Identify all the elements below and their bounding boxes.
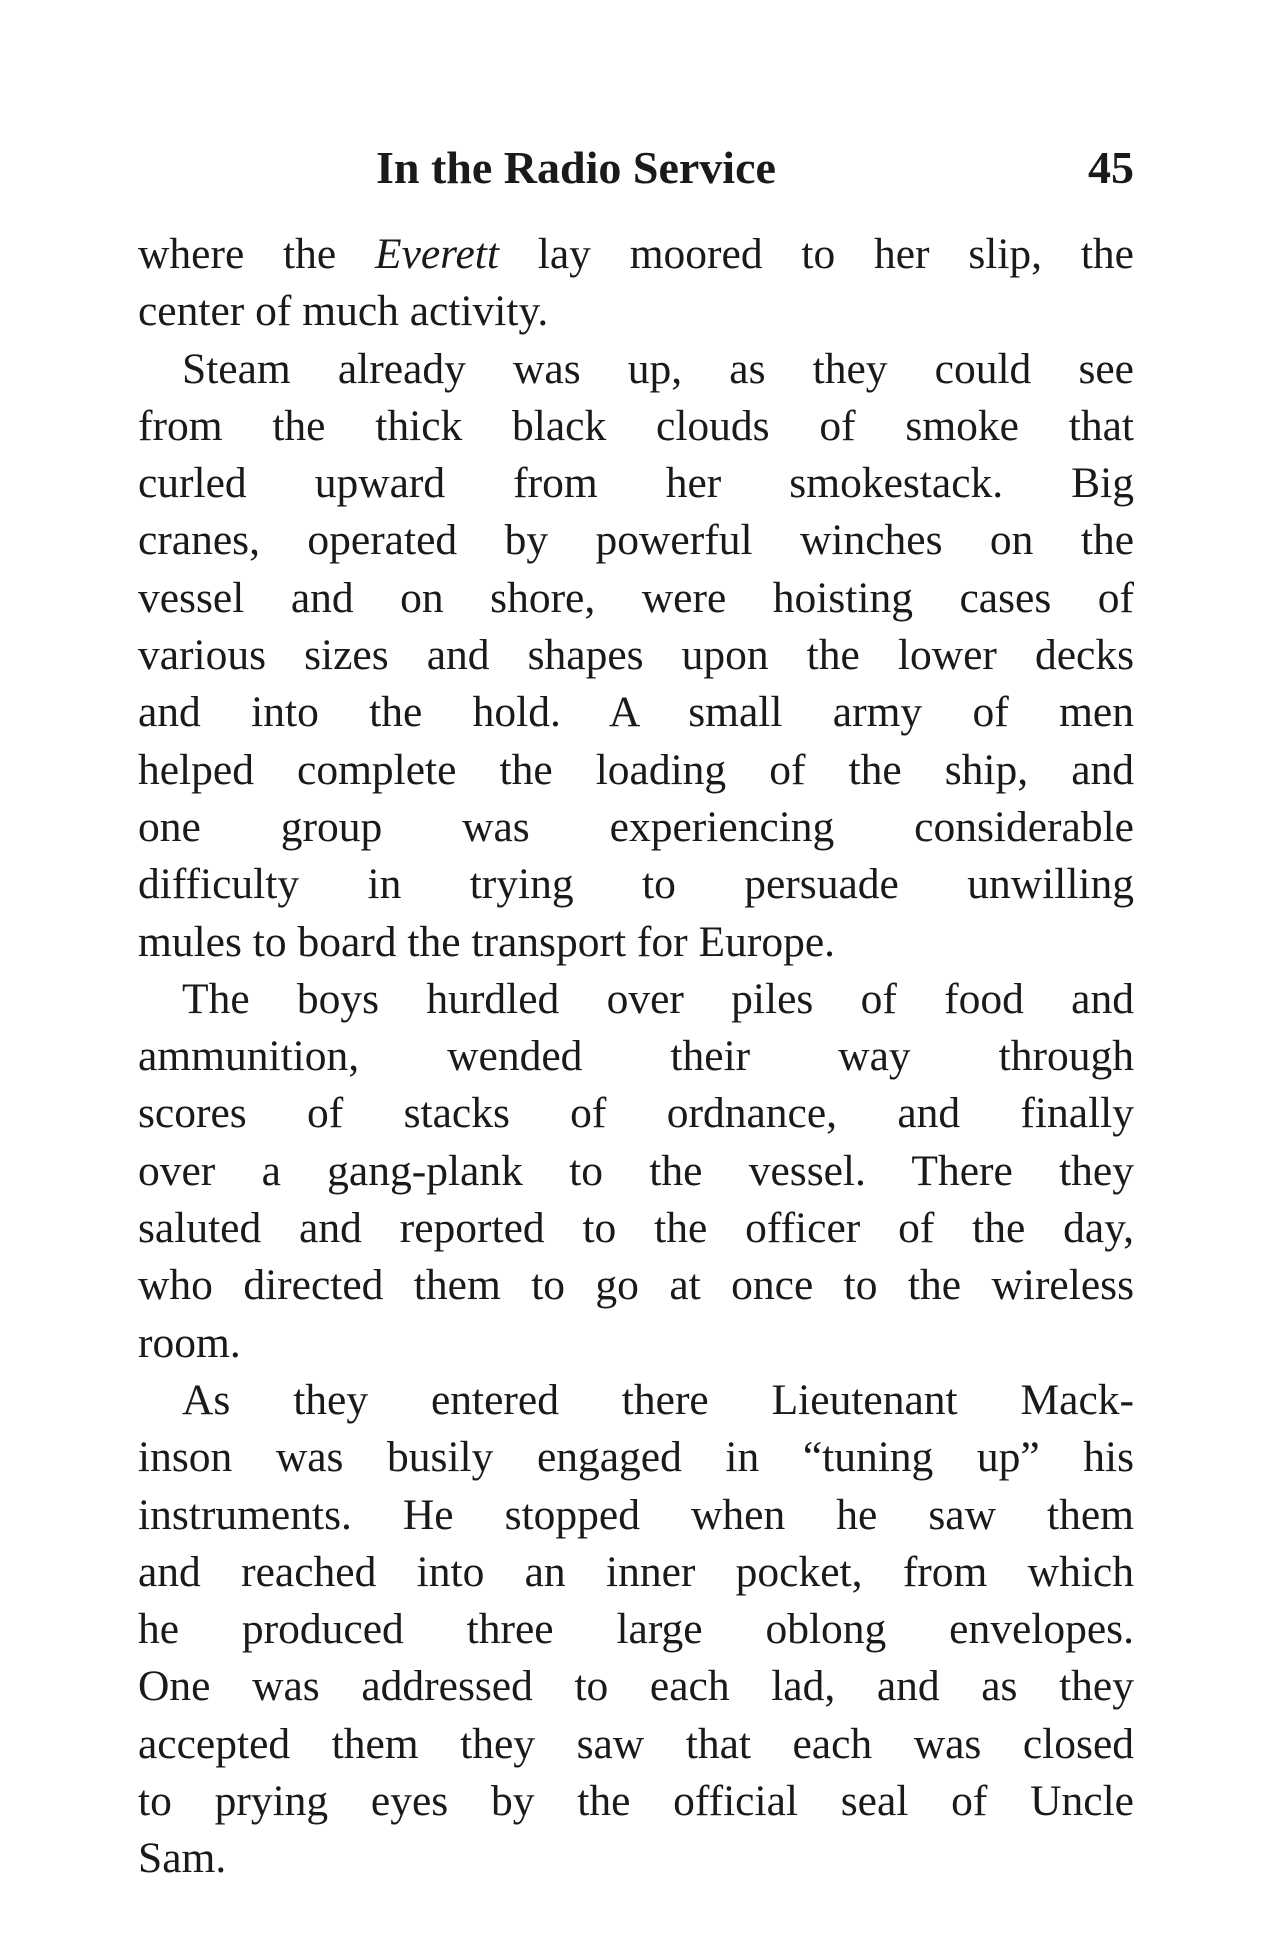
text-line: over a gang-plank to the vessel. There they [138, 1146, 1134, 1195]
paragraph [138, 1372, 1134, 1888]
page-number: 45 [1088, 142, 1134, 193]
ship-name: Everett [375, 230, 499, 278]
paragraph [138, 226, 1134, 341]
running-header [138, 140, 1134, 196]
text-line: ammunition, wended their way through [138, 1032, 1134, 1081]
text-line: instruments. He stopped when he saw them [138, 1490, 1134, 1539]
text-line: curled upward from her smokestack. Big [138, 459, 1134, 508]
text-line: who directed them to go at once to the wireless [138, 1261, 1134, 1310]
text-line: As they entered there Lieutenant Mack- [182, 1375, 1134, 1424]
text-segment: where the [138, 230, 375, 278]
text-line: difficulty in trying to persuade unwilling [138, 860, 1134, 909]
text-line: saluted and reported to the officer of the day, [138, 1204, 1134, 1253]
running-title: In the Radio Service [376, 142, 776, 193]
text-line: room. [138, 1318, 241, 1367]
paragraph [138, 341, 1134, 971]
text-line: he produced three large oblong envelopes. [138, 1605, 1134, 1654]
text-line: from the thick black clouds of smoke that [138, 401, 1134, 450]
text-line: Steam already was up, as they could see [182, 344, 1134, 393]
text-line: mules to board the transport for Europe. [138, 917, 836, 966]
text-line: accepted them they saw that each was closed [138, 1719, 1134, 1768]
text-line: scores of stacks of ordnance, and finally [138, 1089, 1134, 1138]
text-line: The boys hurdled over piles of food and [182, 974, 1134, 1023]
text-line: One was addressed to each lad, and as they [138, 1662, 1134, 1711]
text-line [138, 226, 1134, 283]
text-line: one group was experiencing considerable [138, 802, 1134, 851]
text-line: cranes, operated by powerful winches on the [138, 516, 1134, 565]
text-line: vessel and on shore, were hoisting cases of [138, 573, 1134, 622]
text-segment: lay moored to her slip, the [498, 230, 1134, 278]
text-line: center of much activity. [138, 287, 549, 336]
paragraph [138, 971, 1134, 1372]
text-line: helped complete the loading of the ship, and [138, 745, 1134, 794]
text-line: inson was busily engaged in “tuning up” his [138, 1433, 1134, 1482]
body-text [138, 226, 1134, 1888]
text-line: Sam. [138, 1834, 227, 1883]
text-line: to prying eyes by the official seal of Uncle [138, 1777, 1134, 1826]
text-line: and reached into an inner pocket, from which [138, 1547, 1134, 1596]
text-line: various sizes and shapes upon the lower decks [138, 631, 1134, 680]
text-line: and into the hold. A small army of men [138, 688, 1134, 737]
